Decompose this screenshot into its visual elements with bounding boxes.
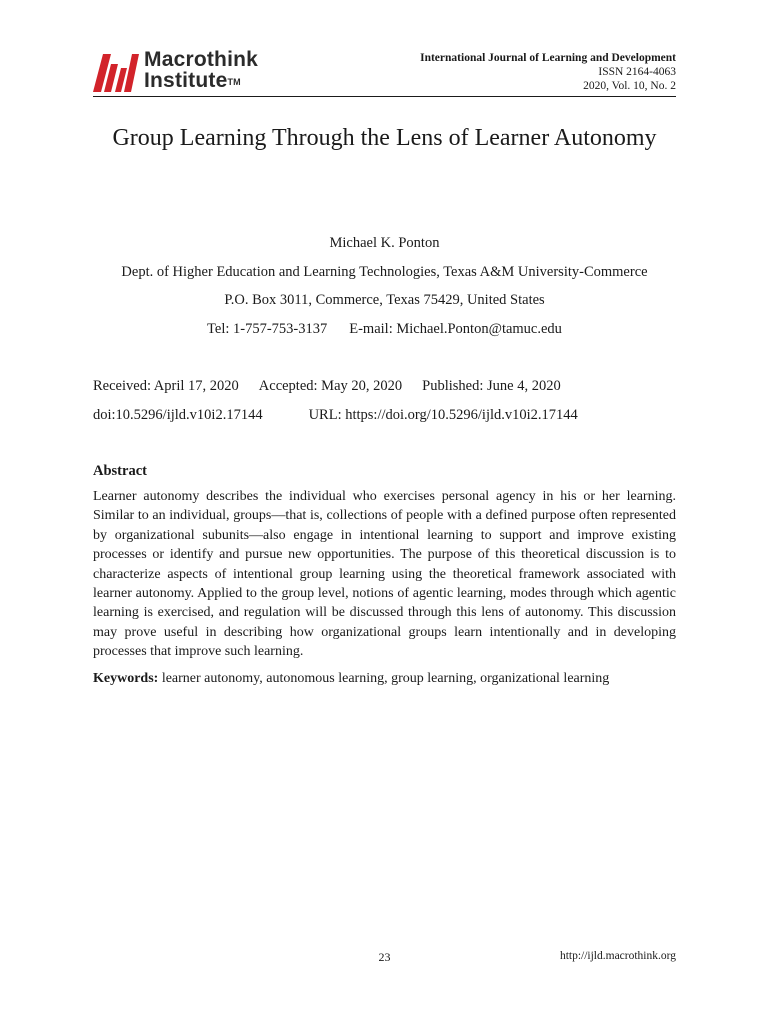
received-date: Received: April 17, 2020 [93, 378, 239, 394]
identifiers [93, 406, 676, 435]
abstract-text: Learner autonomy describes the individual who exercises personal agency in his or her learning. Similar to an individual, groups—that is, collections of people with a defined purpose often represented by organizational subunits—also engage in intentional learning to support and improve existing processes or identify and pursue new opportunities. The purpose of this theoretical discussion is to characterize aspects of intentional group learning using the theoretical framework associated with learner autonomy. Applied to the group level, notions of agentic learning, modes through which agentic learning is exercised, and regulation will be discussed through this lens of autonomy. This discussion may prove useful in describing how organizational groups learn intentionally and in developing processes that improve such learning. [93, 489, 676, 660]
header-divider [93, 96, 676, 97]
journal-issn: ISSN 2164-4063 [598, 66, 676, 78]
keywords-list: learner autonomy, autonomous learning, group learning, organizational learning [161, 670, 610, 686]
keywords-label: Keywords: [93, 670, 159, 686]
publisher-logo [93, 48, 293, 94]
doi: doi:10.5296/ijld.v10i2.17144 [93, 406, 263, 423]
logo-trademark: TM [227, 77, 241, 87]
author-block [93, 234, 676, 348]
abstract-heading: Abstract [93, 463, 147, 479]
publication-dates [93, 377, 676, 406]
macrothink-logo-icon [93, 50, 139, 92]
publisher-logo-text [144, 49, 258, 91]
logo-line2: Institute [144, 69, 228, 92]
published-date: Published: June 4, 2020 [422, 378, 561, 394]
page-number: 23 [378, 950, 391, 964]
keywords [93, 669, 676, 688]
journal-name: International Journal of Learning and Development [420, 52, 676, 64]
journal-volume: 2020, Vol. 10, No. 2 [583, 80, 676, 92]
journal-site-link[interactable]: http://ijld.macrothink.org [559, 950, 676, 962]
abstract-section [93, 462, 676, 688]
author-affiliation: Dept. of Higher Education and Learning Technologies, Texas A&M University-Commerce [121, 263, 648, 280]
logo-line1: Macrothink [144, 48, 259, 71]
journal-info [420, 51, 676, 93]
page-footer [93, 950, 676, 966]
author-address: P.O. Box 3011, Commerce, Texas 75429, United States [224, 292, 545, 308]
author-name: Michael K. Ponton [329, 235, 440, 251]
doi-url-link[interactable]: URL: https://doi.org/10.5296/ijld.v10i2.17144 [308, 406, 578, 423]
author-email[interactable]: E-mail: Michael.Ponton@tamuc.edu [349, 320, 562, 337]
accepted-date: Accepted: May 20, 2020 [258, 378, 403, 394]
article-title: Group Learning Through the Lens of Learner Autonomy [112, 125, 657, 151]
page-header [93, 48, 676, 96]
publication-info [93, 377, 676, 434]
author-tel: Tel: 1-757-753-3137 [207, 320, 328, 337]
author-contact [93, 320, 676, 349]
